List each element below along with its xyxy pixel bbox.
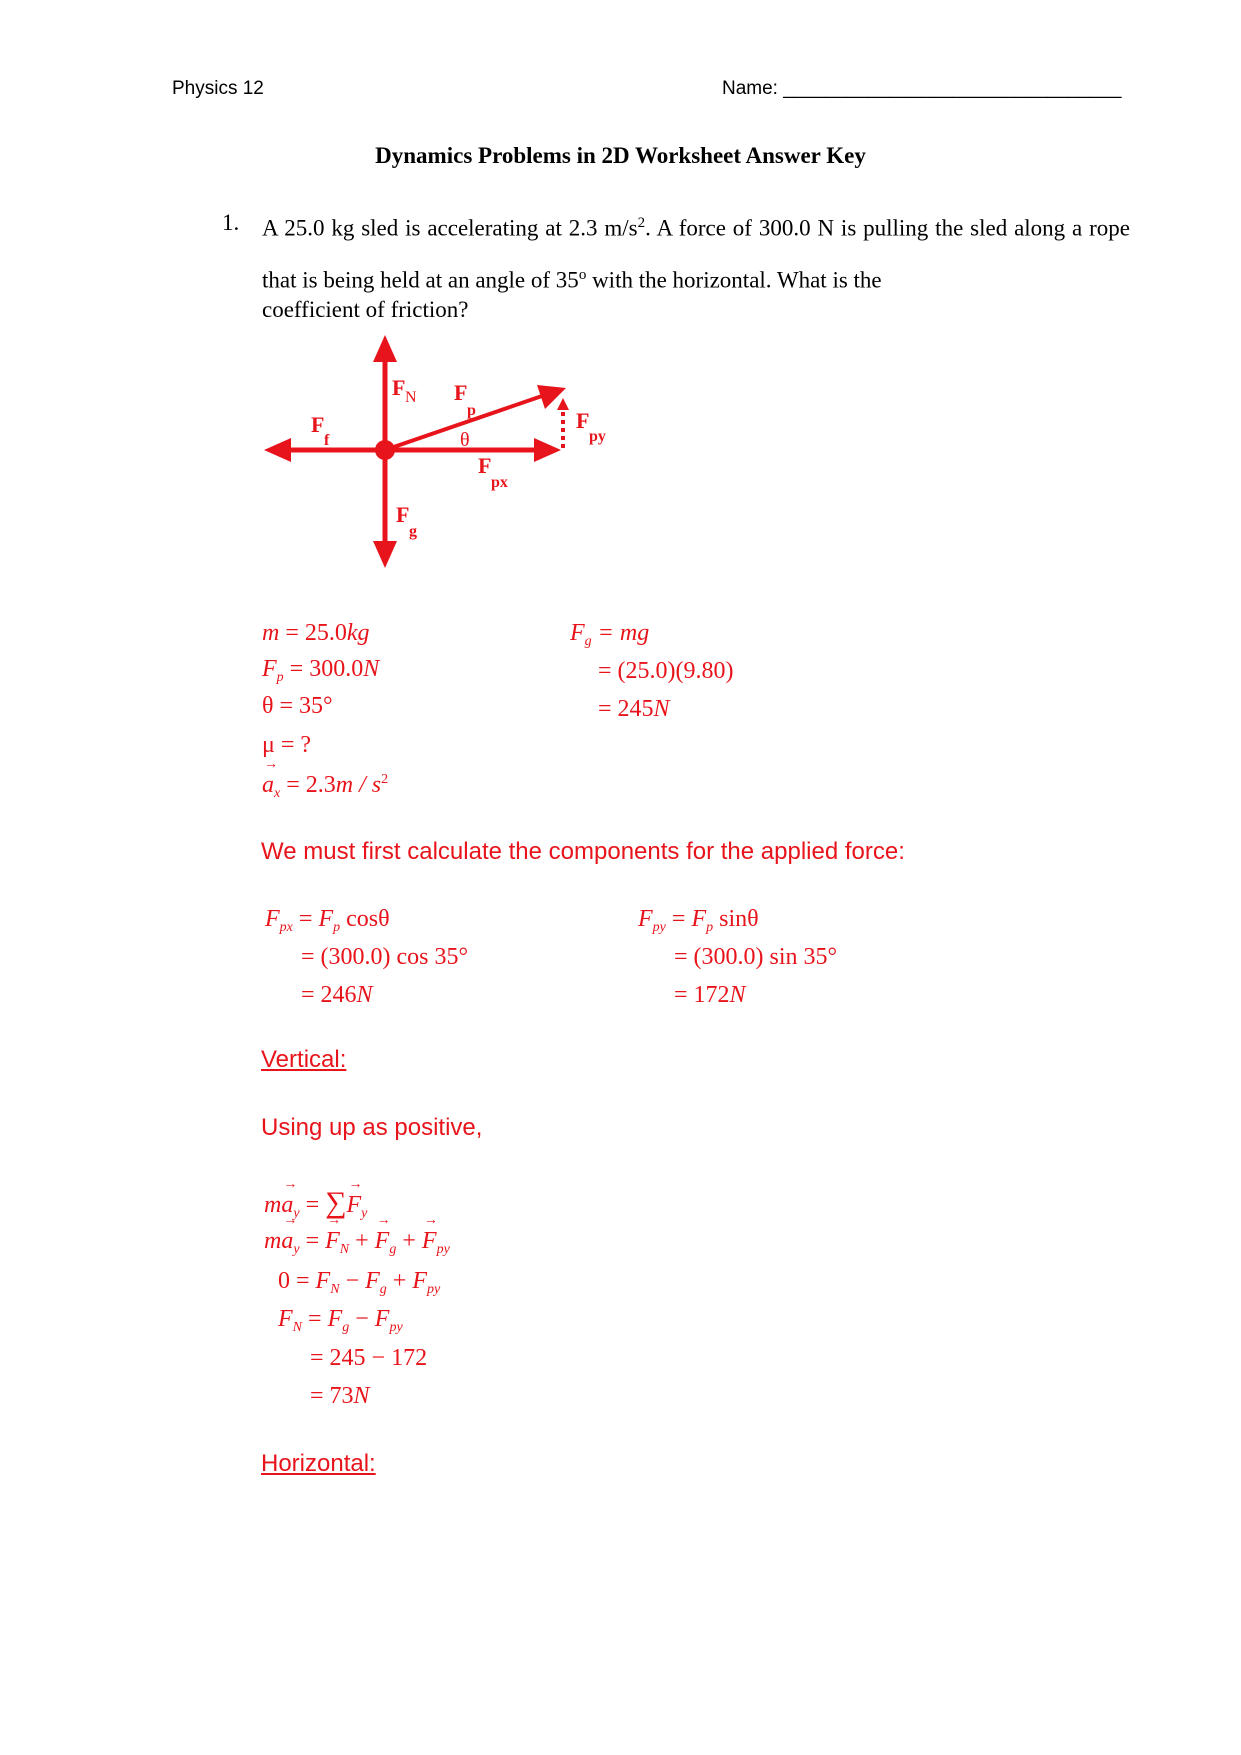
horizontal-heading: Horizontal: [261, 1450, 376, 1477]
vertical-step-2: $m\to a_y$ = → $F_N$ + → $F_g$ + → $F_{py}$ [264, 1228, 450, 1258]
given-mu: μ = ? [262, 732, 312, 758]
fpy-equation: $F_{py} = F_p$ sinθ [638, 906, 759, 935]
fpy-substitution: = (300.0) sin 35° [674, 944, 838, 970]
components-note: We must first calculate the components for the applied force: [261, 838, 905, 865]
fn-label: F [392, 375, 406, 400]
question-number: 1. [222, 210, 240, 235]
given-mass: m = 25.0kg [262, 620, 370, 646]
fpx-subscript: px [491, 474, 508, 491]
fpx-label: F [478, 453, 492, 478]
fg-substitution: = (25.0)(9.80) [598, 658, 734, 684]
fg-subscript: g [409, 523, 417, 540]
vertical-step-3: $0 = F_N - F_g + F_{py}$ [278, 1268, 441, 1297]
course-label: Physics 12 [172, 78, 264, 99]
fg-result: = 245N [598, 696, 670, 722]
given-angle: θ = 35° [262, 693, 333, 719]
vertical-step-4: $F_N = F_g - F_{py}$ [278, 1306, 403, 1335]
given-acceleration: → $a_x = 2.3m / s^2$ [262, 772, 388, 802]
question-text: A 25.0 kg sled is accelerating at 2.3 $m/s^2$. A force of 300.0 N is pulling the sled along a rope that is being held at an angle of 35$^o$ with the horizontal. What is the coefficient of friction? [262, 215, 1130, 323]
page-title: Dynamics Problems in 2D Worksheet Answer Key [375, 143, 866, 168]
vertical-step-1: $m\to a_y$ = ∑→ $F_y$ [264, 1186, 367, 1222]
vertical-note: Using up as positive, [261, 1114, 483, 1141]
ff-label: F [311, 412, 325, 437]
vertical-step-6: = 73N [310, 1383, 370, 1409]
fg-label: F [396, 502, 410, 527]
given-applied-force: $F_p = 300.0N$ [262, 656, 380, 685]
sled-point [375, 440, 395, 460]
fp-subscript: p [467, 402, 476, 419]
theta-label: θ [460, 429, 470, 451]
fpx-substitution: = (300.0) cos 35° [301, 944, 469, 970]
fp-label: F [454, 380, 468, 405]
fpy-subscript: py [589, 428, 606, 445]
fpy-label: F [576, 408, 590, 433]
fpx-equation: $F_{px} = F_p$ cosθ [265, 906, 390, 935]
fn-subscript: N [405, 389, 417, 406]
ff-subscript: f [324, 432, 330, 449]
fpy-result: = 172N [674, 982, 746, 1008]
name-field-label: Name: ________________________________ [722, 78, 1122, 99]
fg-equation: $F_g$ = mg [570, 620, 650, 649]
vertical-heading: Vertical: [261, 1046, 347, 1073]
vertical-step-5: = 245 − 172 [310, 1345, 428, 1371]
fpx-result: = 246N [301, 982, 373, 1008]
